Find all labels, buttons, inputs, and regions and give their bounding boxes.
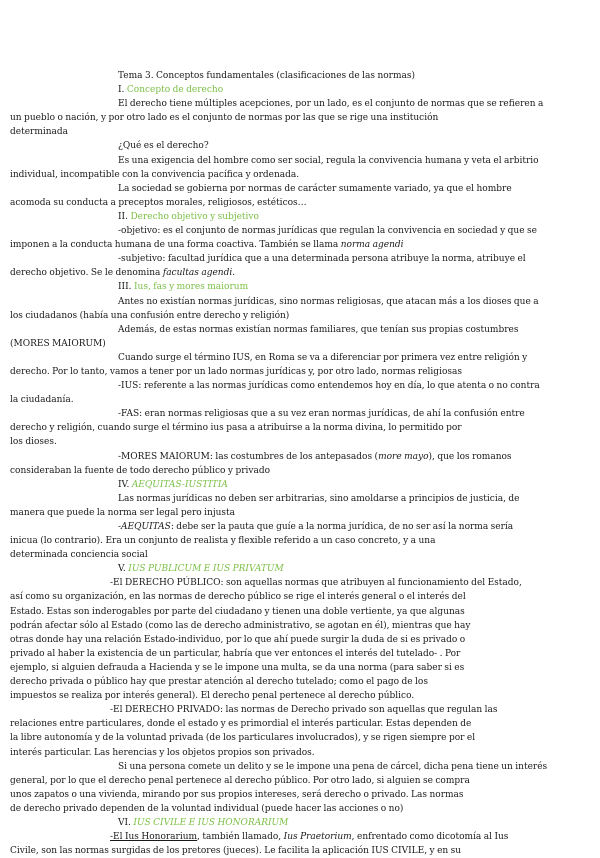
paragraph-line: -El DERECHO PRIVADO: las normas de Derecho privado son aquellas que regulan las <box>110 705 498 716</box>
section-heading-6 <box>118 816 570 830</box>
section-title: Derecho objetivo y subjetivo <box>130 211 259 222</box>
section-title: IUS PUBLICUM E IUS PRIVATUM <box>128 564 284 575</box>
paragraph-line: relaciones entre particulares, donde el estado y es primordial el interés particular. Estas dependen de <box>10 719 472 730</box>
paragraph-line: derecho privada o público hay que prestar atención al derecho tutelado; como el pago de los <box>10 677 428 688</box>
italic-term: norma agendi <box>340 240 404 251</box>
section-title: AEQUITAS-IUSTITIA <box>131 479 228 490</box>
paragraph-line: La sociedad se gobierna por normas de carácter sumamente variado, ya que el hombre <box>118 183 512 194</box>
paragraph-line: la ciudadanía. <box>10 395 74 406</box>
section-heading-1 <box>118 83 570 97</box>
paragraph-line: determinada <box>10 127 69 138</box>
paragraph-line: (MORES MAIORUM) <box>10 338 106 349</box>
text-run: , enfrentado como dicotomía al Ius <box>351 832 509 843</box>
text-run: , también llamado, <box>197 832 284 843</box>
text-run: -MORES MAIORUM: las costumbres de los antepasados ( <box>118 451 379 462</box>
italic-term: Ius Praetorium <box>283 832 352 843</box>
paragraph-line: unos zapatos o una vivienda, mirando por sus propios intereses, será derecho o privado. Las normas <box>10 789 464 800</box>
paragraph-line <box>10 238 570 252</box>
paragraph-line: -objetivo: es el conjunto de normas jurídicas que regulan la convivencia en sociedad y que se <box>118 226 537 237</box>
paragraph-line: individual, incompatible con la convivencia pacífica y ordenada. <box>10 169 300 180</box>
text-run: derecho objetivo. Se le denomina <box>10 268 163 279</box>
paragraph-line: así como su organización, en las normas de derecho público se rige el interés general o el interés del <box>10 592 466 603</box>
paragraph-line: impuestos se realiza por interés general). El derecho penal pertenece al derecho público. <box>10 691 415 702</box>
italic-term: more mayo <box>378 451 429 462</box>
paragraph-line: la libre autonomía y de la voluntad privada (de los particulares involucrados), y se rigen siempre por el <box>10 733 476 744</box>
section-heading-3 <box>118 280 570 294</box>
text-run: . <box>232 268 236 279</box>
paragraph-line: Antes no existían normas jurídicas, sino normas religiosas, que atacan más a los dioses que a <box>118 296 539 307</box>
text-run: imponen a la conducta humana de una forma coactiva. También se llama <box>10 240 341 251</box>
section-number: IV. <box>118 479 130 490</box>
paragraph-line: -FAS: eran normas religiosas que a su vez eran normas jurídicas, de ahí la confusión entre <box>118 409 525 420</box>
paragraph-line: Las normas jurídicas no deben ser arbitrarias, sino amoldarse a principios de justicia, de <box>118 493 520 504</box>
paragraph-line: -El DERECHO PÚBLICO: son aquellas normas que atribuyen al funcionamiento del Estado, <box>110 578 522 589</box>
paragraph-line: ejemplo, si alguien defrauda a Hacienda y se le impone una multa, se da una norma (para saber si es <box>10 662 465 673</box>
paragraph-line: los dioses. <box>10 437 57 448</box>
paragraph-line <box>110 830 570 844</box>
paragraph-line <box>118 450 570 464</box>
paragraph-line: -subjetivo: facultad jurídica que a una determinada persona atribuye la norma, atribuye el <box>118 254 526 265</box>
paragraph-line: derecho y religión, cuando surge el término ius pasa a atribuirse a la norma divina, lo permitido por <box>10 423 462 434</box>
paragraph-line: -IUS: referente a las normas jurídicas como entendemos hoy en día, lo que atenta o no contra <box>118 381 540 392</box>
paragraph-line: interés particular. Las herencias y los objetos propios son privados. <box>10 747 315 758</box>
paragraph-line: otras donde hay una relación Estado-individuo, por lo que ahí puede surgir la duda de si es privado o <box>10 634 466 645</box>
paragraph-line: un pueblo o nación, y por otro lado es el conjunto de normas por las que se rige una institución <box>10 113 439 124</box>
paragraph-line: Además, de estas normas existían normas familiares, que tenían sus propias costumbres <box>118 324 519 335</box>
paragraph-line: inicua (lo contrario). Era un conjunto de realista y flexible referido a un caso concreto, y a una <box>10 536 436 547</box>
section-heading-4 <box>118 478 570 492</box>
paragraph-line: Estado. Estas son inderogables por parte del ciudadano y tienen una doble vertiente, ya que algunas <box>10 606 465 617</box>
section-number: V. <box>118 564 126 575</box>
paragraph-line <box>118 520 570 534</box>
paragraph-line: determinada conciencia social <box>10 550 148 561</box>
paragraph-line: derecho. Por lo tanto, vamos a tener por un lado normas jurídicas y, por otro lado, normas religiosas <box>10 366 462 377</box>
text-run: - <box>118 522 122 532</box>
paragraph-line: acomoda su conducta a preceptos morales, religiosos, estéticos… <box>10 197 307 208</box>
page-title: Tema 3. Conceptos fundamentales (clasificaciones de las normas) <box>118 71 416 81</box>
section-number: III. <box>118 282 132 293</box>
paragraph-line: podrán afectar sólo al Estado (como las de derecho administrativo, se agotan en él), mientras que hay <box>10 620 471 631</box>
paragraph-line: privado al haber la existencia de un particular, habría que ver entonces el interés del tutelado- . Por <box>10 648 461 659</box>
paragraph-line: Cuando surge el término IUS, en Roma se va a diferenciar por primera vez entre religión y <box>118 352 528 363</box>
paragraph-line: Si una persona comete un delito y se le impone una pena de cárcel, dicha pena tiene un interés <box>118 761 548 772</box>
paragraph-line: Es una exigencia del hombre como ser social, regula la convivencia humana y veta el arbitrio <box>118 155 539 166</box>
section-number: I. <box>118 85 125 96</box>
section-number: II. <box>118 211 128 222</box>
paragraph-line: de derecho privado dependen de la voluntad individual (puede hacer las acciones o no) <box>10 803 404 814</box>
paragraph-line: El derecho tiene múltiples acepciones, por un lado, es el conjunto de normas que se refieren a <box>118 99 544 110</box>
text-run: : debe ser la pauta que guíe a la norma jurídica, de no ser así la norma sería <box>170 522 514 532</box>
section-title: IUS CIVILE E IUS HONORARIUM <box>133 817 289 828</box>
paragraph-line: Civile, son las normas surgidas de los pretores (jueces). Le facilita la aplicación IUS CIVILE, y en su <box>10 846 462 857</box>
section-title: Ius, fas y mores maiorum <box>134 282 249 293</box>
text-run: ), que los romanos <box>428 451 512 462</box>
section-heading-2 <box>118 210 570 224</box>
section-heading-5 <box>118 562 570 576</box>
paragraph-line <box>10 266 570 280</box>
paragraph-line: consideraban la fuente de todo derecho público y privado <box>10 465 271 476</box>
section-title: Concepto de derecho <box>126 85 224 96</box>
italic-term: AEQUITAS <box>121 522 171 532</box>
paragraph-line: general, por lo que el derecho penal pertenece al derecho público. Por otro lado, si alguien se compra <box>10 775 470 786</box>
paragraph-line: los ciudadanos (había una confusión entre derecho y religión) <box>10 310 290 321</box>
section-number: VI. <box>118 817 131 828</box>
underlined-term: -El Ius Honorarium <box>110 832 198 843</box>
italic-term: facultas agendi <box>162 268 233 279</box>
question-line: ¿Qué es el derecho? <box>118 141 209 152</box>
paragraph-line: manera que puede la norma ser legal pero injusta <box>10 507 236 518</box>
